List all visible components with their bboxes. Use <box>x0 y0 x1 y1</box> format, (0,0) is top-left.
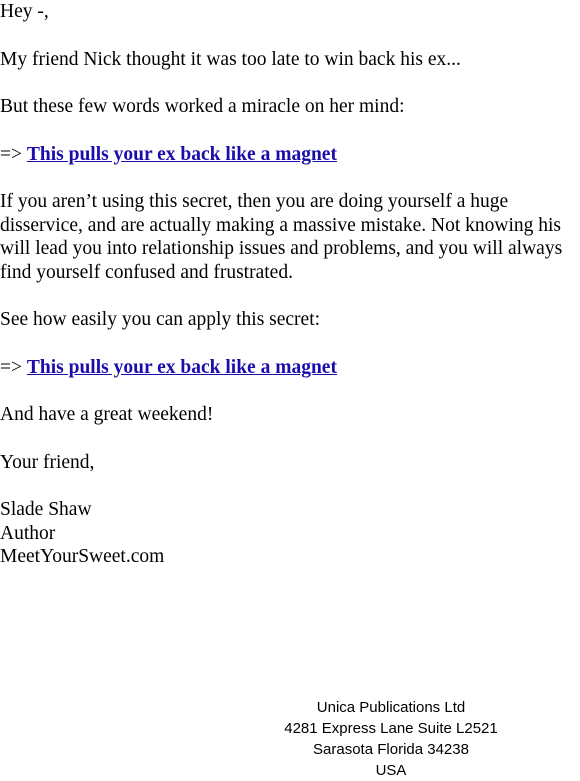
cta-link-2[interactable]: This pulls your ex back like a magnet <box>26 356 337 378</box>
paragraph-intro: My friend Nick thought it was too late to win back his ex... <box>0 48 461 70</box>
cta-line-1 <box>0 143 580 167</box>
paragraph-miracle: But these few words worked a miracle on her mind: <box>0 96 405 117</box>
paragraph-apply: See how easily you can apply this secret: <box>0 309 321 330</box>
closing: Your friend, <box>0 451 95 473</box>
cta-line-2 <box>0 356 580 380</box>
footer-company: Unica Publications Ltd <box>316 699 466 716</box>
footer-country: USA <box>375 762 407 779</box>
signature <box>0 498 580 569</box>
cta-arrow: => <box>0 356 22 378</box>
paragraph-weekend: And have a great weekend! <box>0 404 214 425</box>
signature-title: Author <box>0 522 56 544</box>
footer-address <box>260 697 522 781</box>
paragraph-secret: If you aren’t using this secret, then you are doing yourself a huge disservice, and are actually making a massive mistake. Not knowing his will lead you into relationship issues and problems, and you will always find yourself confused and frustrated. <box>0 191 563 283</box>
greeting: Hey -, <box>0 1 49 22</box>
footer-address-line-1: 4281 Express Lane Suite L2521 <box>284 720 498 737</box>
signature-website: MeetYourSweet.com <box>0 546 165 567</box>
cta-link-1[interactable]: This pulls your ex back like a magnet <box>26 143 337 165</box>
cta-arrow: => <box>0 143 22 165</box>
signature-name: Slade Shaw <box>0 499 92 520</box>
footer-address-line-2: Sarasota Florida 34238 <box>313 741 469 758</box>
